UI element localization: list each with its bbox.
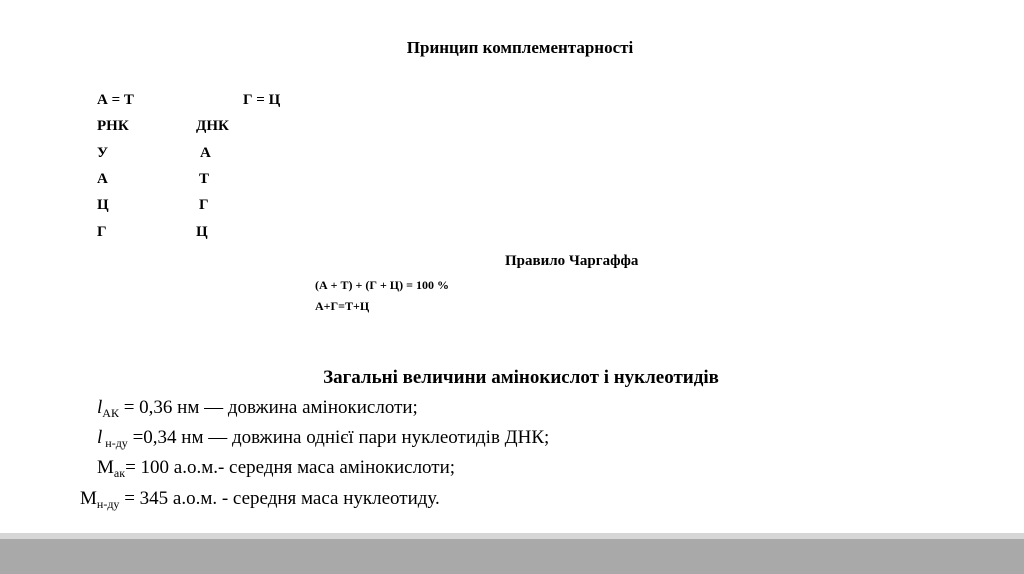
row-4-dna: Ц: [196, 224, 208, 240]
chargaff-formula-sum: (А + Т) + (Г + Ц) = 100 %: [315, 278, 449, 292]
row-2-rna: А: [97, 171, 108, 187]
values-heading: Загальні величини амінокислот і нуклеотидів: [323, 367, 719, 388]
subscript: н-ду: [96, 497, 120, 511]
row-2-dna: Т: [199, 171, 210, 187]
pair-gc: Г = Ц: [243, 92, 281, 108]
row-3-dna: Г: [199, 197, 209, 213]
value-text: = 345 а.о.м. - середня маса нуклеотиду.: [119, 488, 440, 509]
header-rna: РНК: [97, 118, 129, 134]
value-text: = 0,36 нм — довжина амінокислоти;: [118, 397, 418, 418]
value-line-nucleotide-mass: [80, 488, 440, 510]
row-1-rna: У: [97, 145, 109, 161]
chargaff-formula-equality: А+Г=Т+Ц: [315, 299, 370, 313]
row-1-dna: А: [200, 145, 211, 161]
value-line-aa-mass: [97, 457, 455, 479]
value-text: =0,34 нм — довжина однієї пари нуклеотидів ДНК;: [127, 427, 550, 448]
page-title: Принцип комплементарності: [406, 38, 634, 57]
pair-at: А = Т: [97, 92, 134, 108]
symbol: l: [97, 427, 103, 448]
subscript: АК: [102, 406, 119, 420]
symbol: l: [97, 397, 103, 418]
symbol: М: [80, 488, 97, 509]
chargaff-title: Правило Чаргаффа: [505, 253, 639, 269]
symbol: М: [97, 457, 114, 478]
row-3-rna: Ц: [97, 197, 109, 213]
value-line-aa-length: [97, 397, 418, 419]
value-line-nucleotide-length: [97, 427, 549, 449]
footer-bar: [0, 539, 1024, 574]
subscript: н-ду: [102, 436, 128, 450]
subscript: ак: [113, 466, 126, 480]
header-dna: ДНК: [196, 118, 229, 134]
value-text: = 100 а.о.м.- середня маса амінокислоти;: [125, 457, 456, 478]
row-4-rna: Г: [97, 224, 107, 240]
